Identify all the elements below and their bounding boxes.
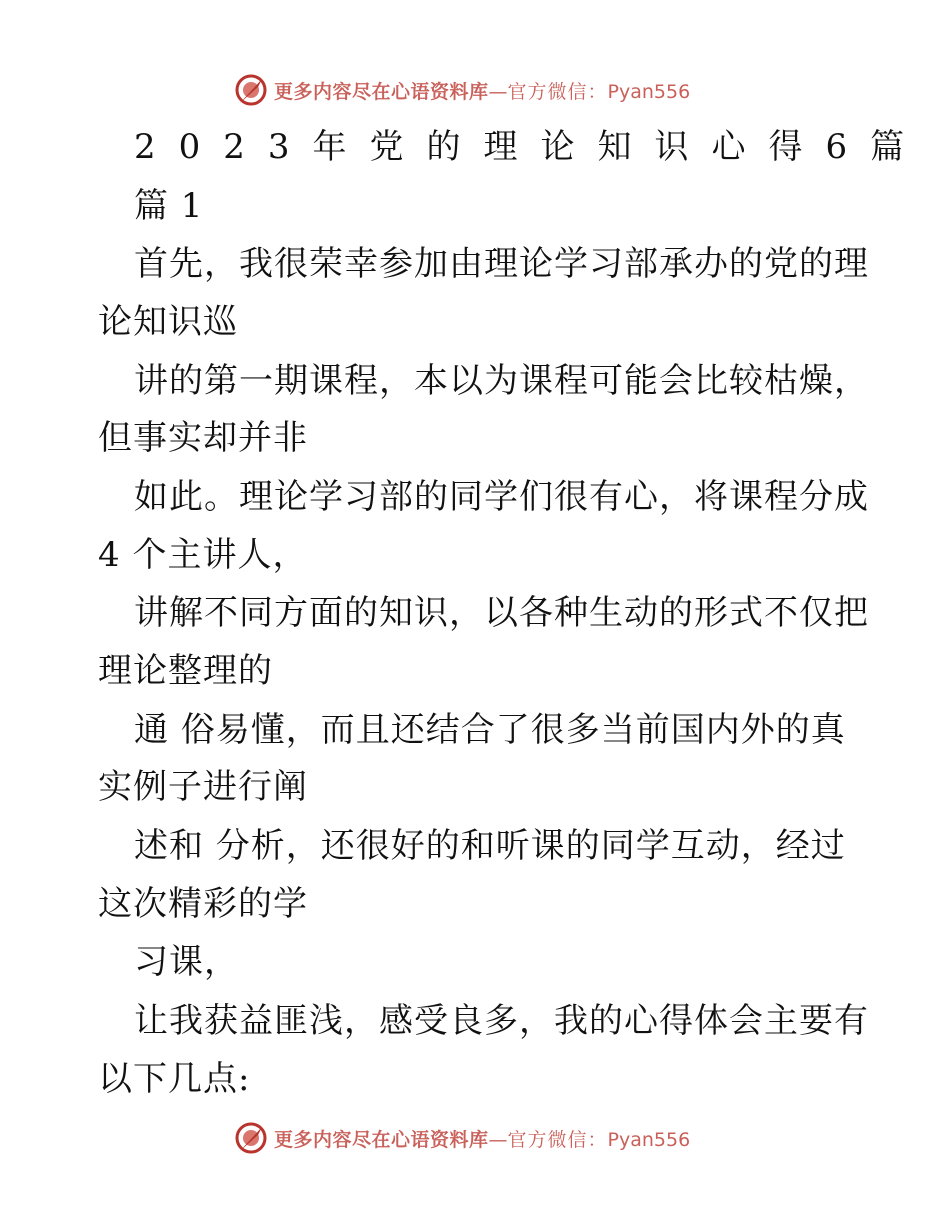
- body-line: 4 个主讲人，: [98, 535, 308, 575]
- watermark-wechat-id: Pyan556: [607, 1128, 691, 1151]
- quill-logo-icon: [234, 1121, 268, 1155]
- watermark-text: 更多内容尽在心语资料库: [274, 1128, 489, 1151]
- header-watermark: [234, 70, 754, 110]
- body-line: 这次精彩的学: [98, 884, 308, 924]
- body-line: 理论整理的: [98, 651, 273, 691]
- footer-watermark: [234, 1118, 754, 1158]
- body-line: 实例子进行阐: [98, 767, 308, 807]
- body-line: 述和 分析，还很好的和听课的同学互动，经过: [134, 826, 846, 866]
- body-line: 首先，我很荣幸参加由理论学习部承办的党的理: [134, 244, 869, 284]
- watermark-dash: —: [488, 1128, 508, 1151]
- body-line: 如此。理论学习部的同学们很有心，将课程分成: [134, 477, 869, 517]
- document-title: 2023年党的理论知识心得6篇: [134, 127, 928, 167]
- body-line: 以下几点:: [98, 1059, 251, 1099]
- body-line: 讲的第一期课程，本以为课程可能会比较枯燥，: [134, 361, 869, 401]
- body-line: 讲解不同方面的知识，以各种生动的形式不仅把: [134, 593, 869, 633]
- section-heading: 篇 1: [134, 186, 204, 226]
- body-line: 但事实却并非: [98, 418, 308, 458]
- body-line: 习课，: [134, 942, 239, 982]
- watermark-wechat-id: Pyan556: [607, 80, 691, 103]
- watermark-wechat-label: 官方微信：: [507, 80, 608, 103]
- watermark-dash: —: [488, 80, 508, 103]
- body-line: 让我获益匪浅，感受良多，我的心得体会主要有: [134, 1001, 869, 1041]
- body-line: 通 俗易懂，而且还结合了很多当前国内外的真: [134, 710, 846, 750]
- watermark-text: 更多内容尽在心语资料库: [274, 80, 489, 103]
- watermark-wechat-label: 官方微信：: [507, 1128, 608, 1151]
- quill-logo-icon: [234, 73, 268, 107]
- body-line: 论知识巡: [98, 302, 238, 342]
